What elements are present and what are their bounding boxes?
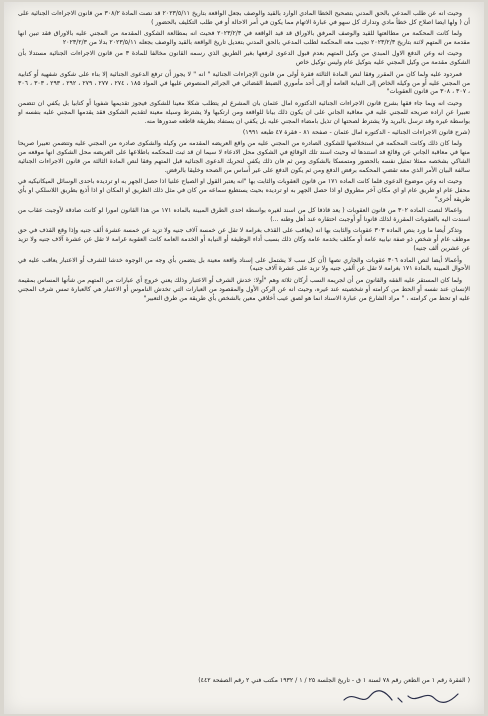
paragraph-article-303: وتذكر أيضا ما ورد بنص الماده ٣٠٣ عقوبات والثابت بها انه (يعاقب على القذف بغرامة لا تقل عن خمسة آلاف جنيه ولا تزيد عن خمسة عشرة ألف جنيه وإذا وقع القذف في حق موظف عام أو شخص ذو صفة نيابية عامة أو مكلف بخدمة عامة وكان ذلك بسبب أداء الوظيفة أو النيابة أو الخدمة العامة كانت العقوبة غرامة لا تقل عن عشرة آلاف جنيه ولا تزيد عن عشرين ألف جنيه) <box>18 227 470 253</box>
paragraph-article-302: واعمالا لنصت الماده ٣٠٢ من قانون العقوبات ( يعد قاذفا كل من اسند لغيره بواسطة احدى الطرق المبينة بالماده ١٧١ من هذا القانون امورا لو كانت صادقة لأوجبت عقاب من اسندت اليه بالعقوبات المقررة لذلك قانونا أو أوجبت احتقاره عند أهل وطنه ...) <box>18 207 470 224</box>
paragraph-reference: (شرح قانون الاجراءات الجنائيه - الدكتوره امال عثمان - صفحة ٨١ - فقرة ٤٧ طبعه ١٩٩١) <box>242 128 470 136</box>
paragraph-first-defense: وحيث انه وعن الدفع الاول المبدي من وكيل المتهم بعدم قبول الدعوى لرفعها بغير الطريق الذي رسمه القانون مخالفا للمادة ٣ من قانون الاجراءات الجنائية مستدلا بأن الشكوى مقدمة من وكيل المجني عليه بتوكيل عام وليس توكيل خاص <box>18 50 470 67</box>
paragraph-insult-elements: ولما كان المستقر عليه الفقه والقانون من أن لجريمة السب أركان ثلاثة وهم "أولا: خدش الشرف أو الاعتبار وذلك يعني خروج أي عبارات من المتهم من شأنها المساس بمقيمة الإنسان عند نفسه أو الحط من كرامته أو شخصيته عند غيره، وحيث انه عن الركن الأول والمقصود من العبارات التي تخدش الناموس أو الاعتبار هي كالعبارة تمس شرف المجني عليه او تحط من كرامته ، " مراد الشارع من عبارة الاسناد انما هو لصق عيب أخلاقي معين بالشخص بأي طريقة من طرق التعبير" <box>18 276 470 302</box>
document-body <box>18 10 470 678</box>
paragraph-article-3-rebuttal: فمردود عليه ولما كان من المقرر وفقا لنص المادة الثالثة فقرة أولى من قانون الإجراءات الجنائية " انه " لا يجوز أن ترفع الدعوى الجنائية إلا بناء على شكوى شفهية أو كتابية من المجني عليه أو من وكيله الخاص إلى النيابة العامة أو إلى أحد مأموري الضبط القضائي في الجرائم المنصوص عليها في المواد ١٨٥ ، ٢٧٤ ، ٢٧٧ ، ٢٧٩ ، ٢٩٢ ، ٢٩٣ ، ٣٠٣ ، ٣٠٦ ، ٣٠٧ ، ٣٠٨ من قانون العقوبات" <box>18 70 470 96</box>
handwritten-signature <box>334 686 464 708</box>
paragraph-court-finding: ولما كان ذلك وكانت المحكمه في استخلاصها للشكوى الصادره من المجني عليه من واقع العريضه المقدمه من وكيله والشكوى صادره من المجني عليه وتتضمن تعبيرا صريحا منها في معاقبة الجاني عن وقائع قد استندها له وحيث اسند تلك الوقائع في الشكوى محل الادعاء لا سيما ان قد ثبت للمحكمه باطلاعها على العريضه محل الشكوى انها موقعه من الشاكي بشخصه ممثلا تمثيل نفسه بالحضور ومتمسكا بالشكوى ومن ثم فان ذلك يكفي لتحريك الدعوى الجنائية قبل المتهم وفقا لنص المادة الثالثة من قانون الاجراءات الجنائية سالفة البيان الأمر الذي معه تقضي المحكمه برفض الدفع ومن ثم يكون الدفع على غير أساس من الصحة وخليقا بالرفض. <box>18 140 470 174</box>
paragraph-correction-request: وحيث انه عن طلب المدعي بالحق المدني بتصحيح الخطأ المادي الوارد بالقيد والوصف بجعل الواقعة بتاريخ ٢٠٢٣/٥/١١ قد نصت المادة ٣٠٨/٢ من قانون الاجراءات الجنائية على أن ( ولها ايضا اصلاح كل خطأ مادي وتدارك كل سهو في عبارة الاتهام مما يكون في أمر الاحالة أو في طلب التكليف بالحضور ) <box>18 10 470 26</box>
paragraph-article-306: وأعمالا أيضا لنص الماده ٣٠٦ عقوبات والجاري نصها (أن كل سب لا يشتمل على إسناد واقعة معينة بل يتضمن بأي وجه من الوجوه خدشا للشرف أو الاعتبار يعاقب عليه في الأحوال المبينة بالمادة ١٧١ بغرامة لا تقل عن ألفي جنيه ولا تزيد على عشرة آلاف جنيه) <box>18 256 470 273</box>
document-page <box>4 2 484 714</box>
paragraph-article-171: وحيث انه وعن موضوع الدعوى فلما كانت الماده ١٧١ من قانون العقوبات والثابت بها "انه يعتبر القول او الصياح علنيا اذا حصل الجهر به او ترديده باحدى الوسائل الميكانيكيه في محفل عام او طريق عام او اي مكان آخر مطروق او اذا حصل الجهر به او ترديده بحيث يستطيع سماعه من كان في مثل ذلك الطريق او المكان او اذا أذيع بطريق اللاسلكي او بأي طريقة أخرى" <box>18 178 470 203</box>
paragraph-date-amendment: ولما كانت المحكمة من مطالعتها للقيد والوصف المرفق بالاوراق قد قيد الواقعة في ٢٠٢٣/٢/٣ فحيث انه بمطالعة الشكوى المقدمة من المجني عليه بالاوراق فقد تبين انها مقدمة من المتهم لاثنة بتاريخ ٢٠٢٣/٢/٣ تجيب معه المحكمة لطلب المدعي بالحق المدني بتعديل تاريخ الواقعة بالقيد والوصف بجعله ٢٠٢٣/٥/١١ بدلا من ٢٠٢٣/٢/٣ <box>18 30 470 47</box>
citation-line: ( الفقرة رقم ١ من الطعن رقم ٧٨ لسنة ١ ق - تاريخ الجلسة ٢٥ / ١ / ١٩٣٢ مكتب فني ٢ رقم الصفحة ٤٤٢) <box>198 677 470 685</box>
paragraph-jurisprudence: وحيث انه ويما جاء فقها بشرح قانون الاجراءات الجنائية الدكتوره امال عثمان بان المشرع لم يتطلب شكلا معينا للشكوى فيجوز تقديمها شفويا أو كتابيا بل يكفي ان تتضمن تعبيرا عن اراده صريحه للمجني عليه في معاقبة الجاني على ان يكون ذلك بيانا للواقعة ومن ارتكبها ولا يشترط وسيلة معينة لتقديم الشكوى فقد يقدمها المجني عليه بنفسه او بواسطة غيره وقد ترسل بالبريد ولا يشترط لصحتها ان تذيل بامضاء المجني عليه بل يكفي ان يستفاد بطريقة قاطعه صدورها منه. <box>18 99 470 125</box>
